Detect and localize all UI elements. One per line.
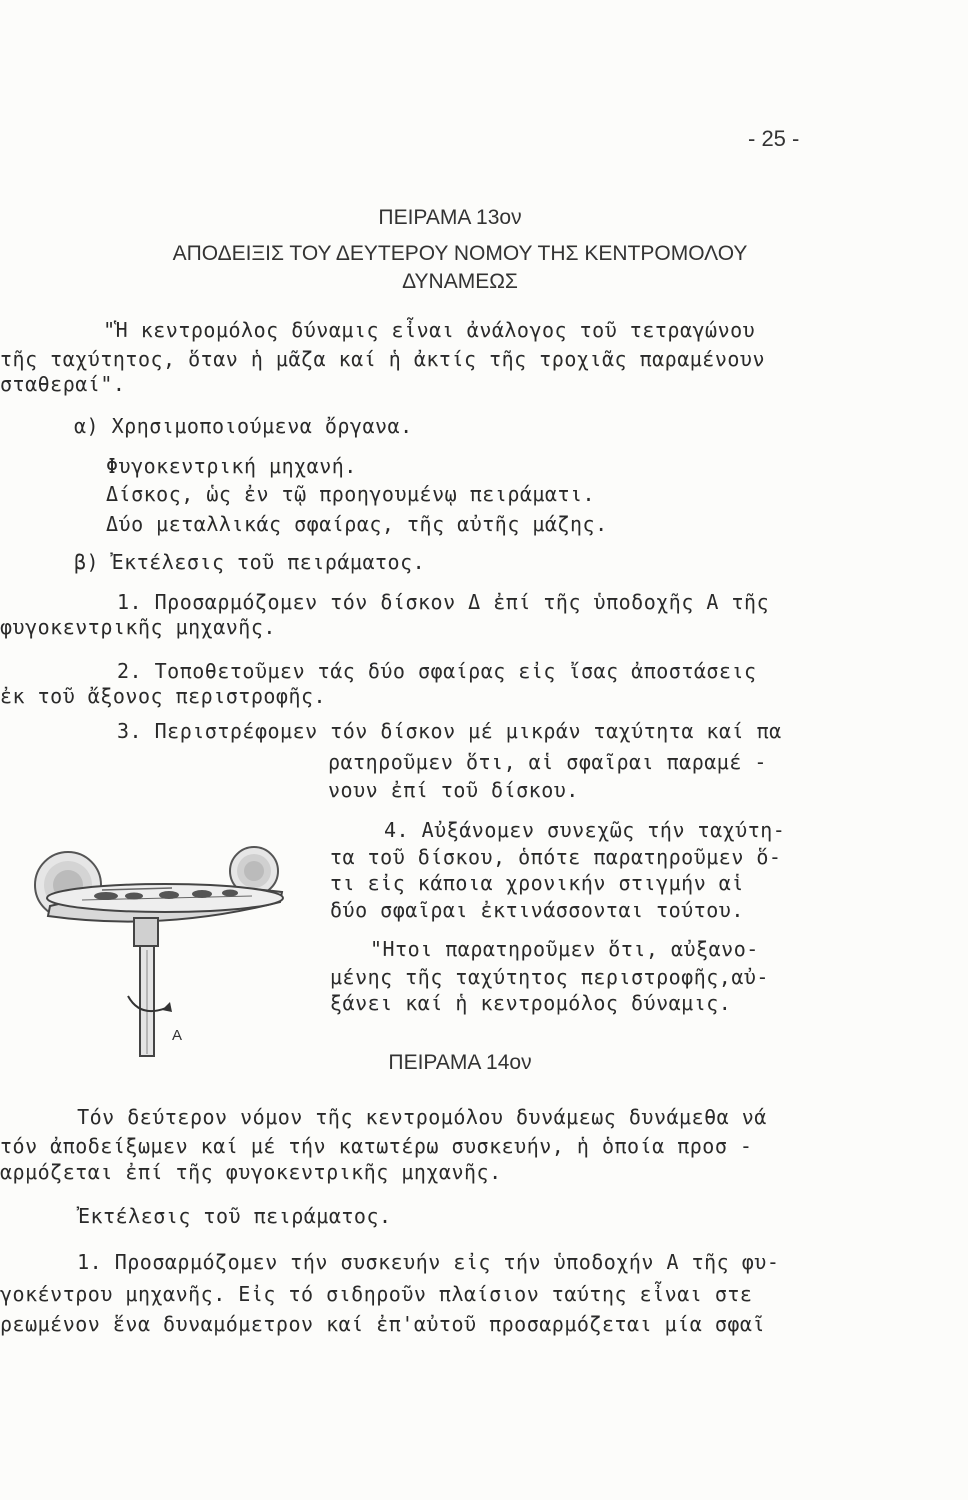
centrifuge-disk-figure (22, 832, 302, 1062)
exp14-intro-line3: αρμόζεται ἐπί τῆς φυγοκεντρικῆς μηχανῆς. (0, 1160, 502, 1184)
statement-line-1: "Ἡ κεντρομόλος δύναμις εἶναι ἀνάλογος τοῦ τετραγώνου (78, 318, 756, 342)
exp13-step4-line2: τα τοῦ δίσκου, ὁπότε παρατηροῦμεν ὅ- (330, 845, 782, 869)
section-a-title: α) Χρησιμοποιούμενα ὄργανα. (74, 414, 413, 438)
exp14-step1-line3: ρεωμένον ἕνα δυναμόμετρον καί ἐπ'αὐτοῦ προσαρμόζεται μία σφαῖ (0, 1312, 766, 1336)
exp13-conclusion-line3: ξάνει καί ἡ κεντρομόλος δύναμις. (330, 991, 732, 1015)
experiment13-title-line2: ΔΥΝΑΜΕΩΣ (402, 270, 518, 293)
exp13-step4-line4: δύο σφαῖραι ἐκτινάσσονται τούτου. (330, 898, 744, 922)
statement-line-3: σταθεραί". (0, 372, 126, 396)
exp13-step4-line3: τι εἰς κάποια χρονικήν στιγμήν αἱ (330, 871, 744, 895)
exp13-step2-line1: 2. Τοποθετοῦμεν τάς δύο σφαίρας εἰς ἴσας ἀποστάσεις (117, 659, 757, 683)
exp13-conclusion-line1: "Ητοι παρατηροῦμεν ὅτι, αὐξανο- (370, 937, 759, 961)
disk (47, 884, 283, 922)
exp14-step1-line2: γοκέντρου μηχανῆς. Εἰς τό σιδηροῦν πλαίσιον ταύτης εἶναι στε (0, 1282, 753, 1306)
experiment13-heading: ΠΕΙΡΑΜΑ 13ον (378, 206, 522, 229)
exp14-step1-line1: 1. Προσαρμόζομεν τήν συσκευήν εἰς τήν ὑποδοχήν Α τῆς φυ- (52, 1250, 780, 1274)
exp13-step2-line2: ἐκ τοῦ ἄξονος περιστροφῆς. (0, 684, 327, 708)
spindle (134, 918, 158, 1056)
exp14-section-title: Ἐκτέλεσις τοῦ πειράματος. (78, 1204, 392, 1228)
exp14-intro-line1: Τόν δεύτερον νόμον τῆς κεντρομόλου δυνάμεως δυνάμεθα νά (52, 1105, 767, 1129)
figure-label-a: Α (172, 1027, 183, 1044)
instrument-3: Δύο μεταλλικάς σφαίρας, τῆς αὐτῆς μάζης. (106, 512, 608, 536)
exp13-step3-line3: νουν ἐπί τοῦ δίσκου. (328, 778, 579, 802)
section-b-title: β) Ἐκτέλεσις τοῦ πειράματος. (74, 550, 426, 574)
exp13-step3-line1: 3. Περιστρέφομεν τόν δίσκον μέ μικράν ταχύτητα καί πα (117, 719, 782, 743)
instrument-1: Φυγοκεντρική μηχανή. (106, 454, 357, 478)
page-number: - 25 - (748, 126, 800, 151)
exp13-conclusion-line2: μένης τῆς ταχύτητος περιστροφῆς,αὐ- (330, 965, 769, 989)
experiment14-heading: ΠΕΙΡΑΜΑ 14ον (388, 1051, 532, 1074)
experiment13-title-line1: ΑΠΟΔΕΙΞΙΣ ΤΟΥ ΔΕΥΤΕΡΟΥ ΝΟΜΟΥ ΤΗΣ ΚΕΝΤΡΟΜΟΛΟΥ (172, 242, 748, 265)
exp13-step4-line1: 4. Αὐξάνομεν συνεχῶς τήν ταχύτη- (384, 818, 786, 842)
exp13-step3-line2: ρατηροῦμεν ὅτι, αἱ σφαῖραι παραμέ - (328, 750, 767, 774)
exp14-intro-line2: τόν ἀποδείξωμεν καί μέ τήν κατωτέρω συσκευήν, ἡ ὁποία προσ - (0, 1134, 753, 1158)
instrument-2: Δίσκος, ὡς ἐν τῷ προηγουμένῳ πειράματι. (106, 482, 596, 506)
exp13-step1-line2: φυγοκεντρικῆς μηχανῆς. (0, 615, 276, 639)
statement-line-2: τῆς ταχύτητος, ὅταν ἡ μᾶζα καί ἡ ἀκτίς τῆς τροχιᾶς παραμένουν (0, 347, 766, 371)
exp13-step1-line1: 1. Προσαρμόζομεν τόν δίσκον Δ ἐπί τῆς ὑποδοχῆς Α τῆς (117, 590, 770, 614)
